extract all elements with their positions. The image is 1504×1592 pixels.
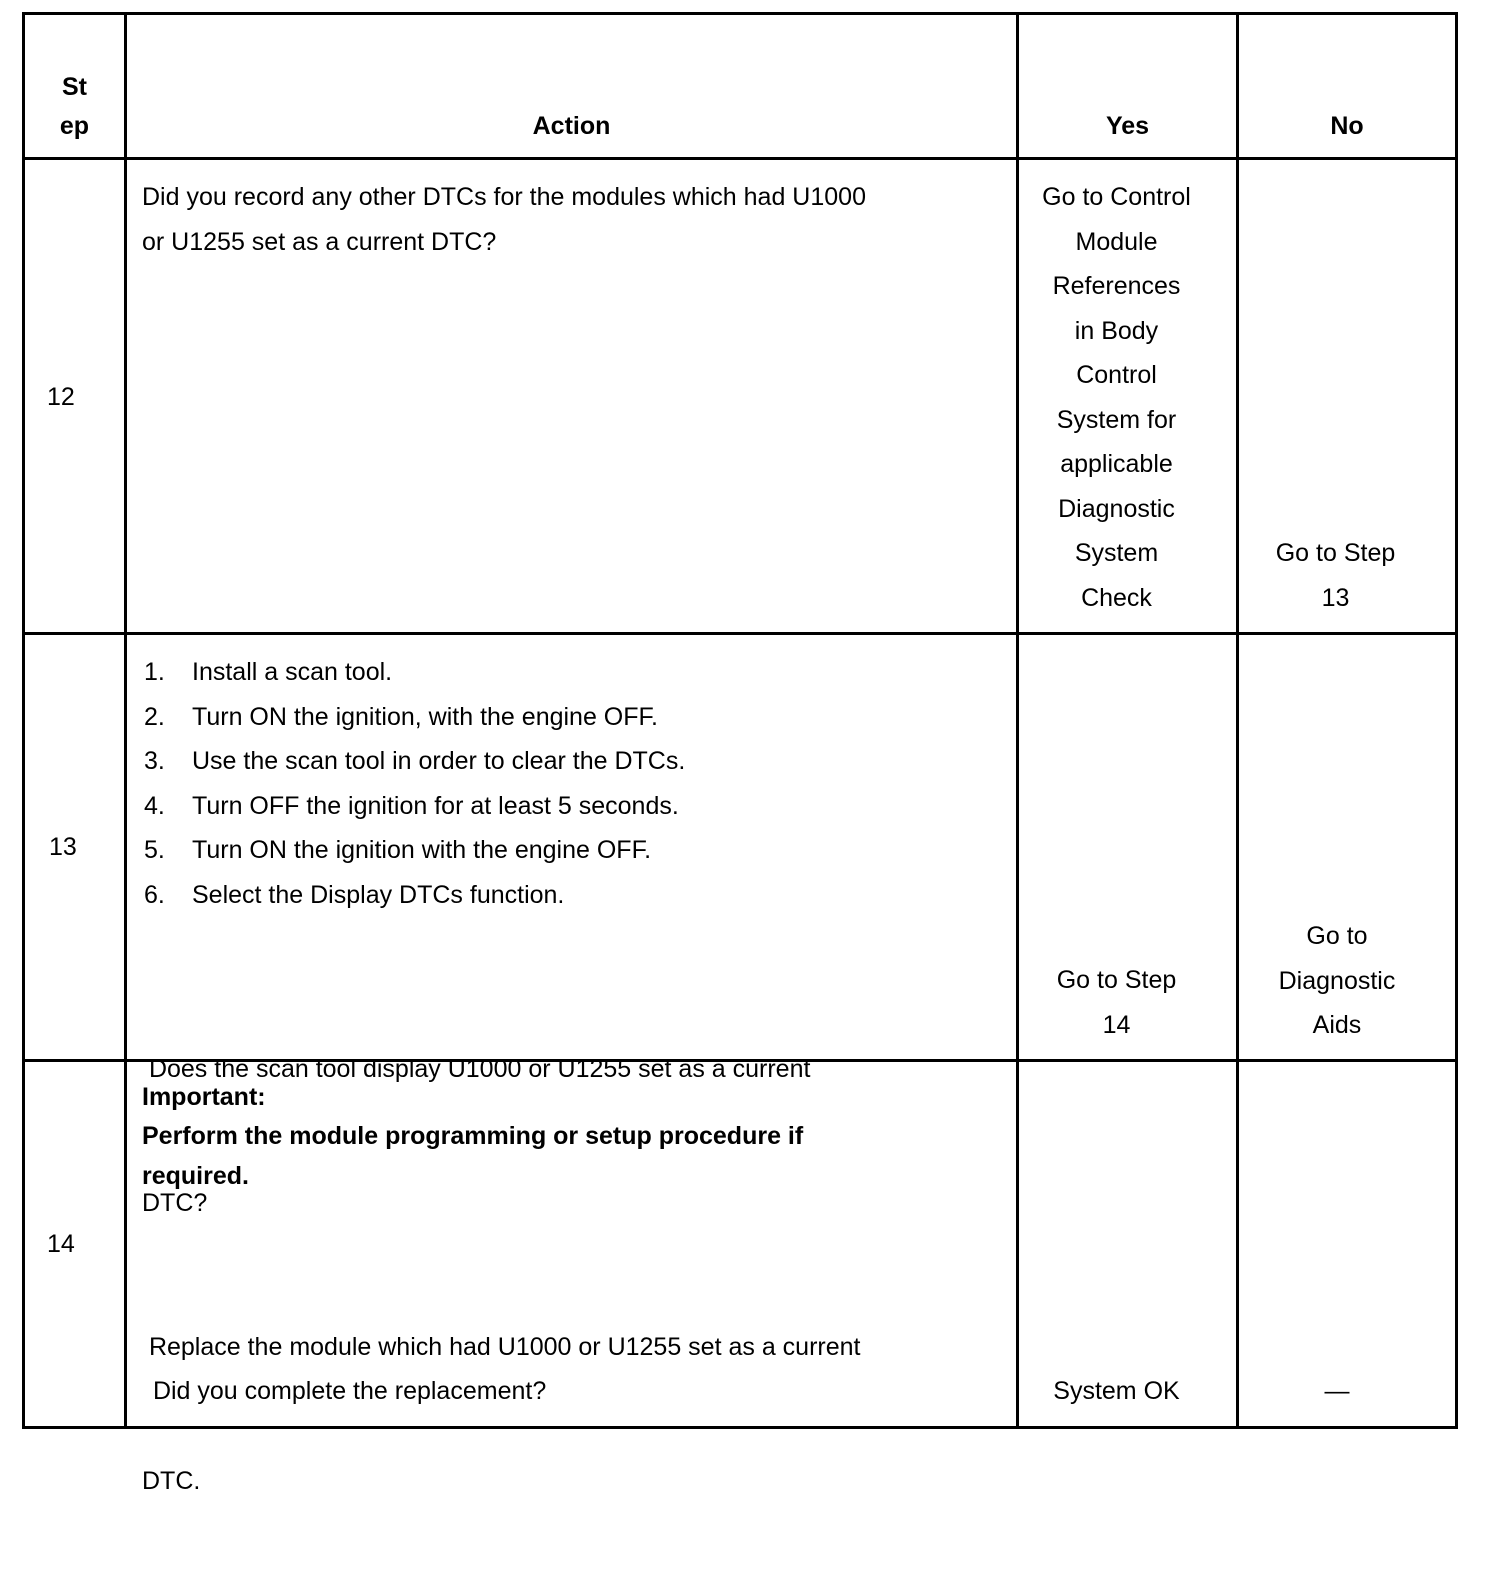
list-item-number: 2.	[144, 702, 165, 731]
header-step-line: ep	[59, 112, 90, 140]
no-result: —	[1324, 1377, 1350, 1405]
result-line: Go to Control	[1042, 183, 1191, 211]
header-no: No	[1330, 112, 1364, 140]
step-number: 12	[47, 383, 75, 411]
important-label: Important:	[142, 1083, 266, 1111]
header-divider	[22, 157, 1458, 160]
step-list	[144, 650, 1004, 917]
action-line: or U1255 set as a current DTC?	[142, 227, 497, 256]
result-line: System	[1074, 539, 1159, 567]
result-line: Diagnostic	[1278, 966, 1396, 995]
important-note	[142, 1117, 1002, 1196]
list-item-text: Select the Display DTCs function.	[192, 880, 565, 909]
table-border-left	[22, 12, 25, 1429]
result-line: Check	[1081, 583, 1152, 612]
list-item-number: 6.	[144, 880, 165, 909]
yes-result	[1019, 958, 1214, 1047]
result-line: 14	[1102, 1010, 1131, 1039]
action-steps	[144, 650, 1004, 917]
yes-result: System OK	[1053, 1377, 1180, 1405]
step-number: 13	[49, 833, 77, 861]
result-line: Control	[1076, 361, 1157, 389]
list-item-number: 5.	[144, 836, 165, 864]
action-line: DTC?	[142, 1188, 208, 1217]
action-question: Did you complete the replacement?	[146, 1377, 547, 1405]
no-result	[1239, 531, 1432, 620]
action-line: Does the scan tool display U1000 or U1255 set as a current	[142, 1055, 811, 1083]
important-line: Perform the module programming or setup procedure if	[142, 1122, 804, 1150]
list-item	[144, 873, 1004, 918]
list-item-text: Use the scan tool in order to clear the DTCs.	[192, 747, 686, 775]
header-step	[25, 68, 124, 146]
result-line: in Body	[1074, 316, 1159, 345]
result-line: Go to	[1306, 922, 1368, 950]
result-line: Aids	[1312, 1011, 1362, 1039]
list-item-text: Turn ON the ignition, with the engine OFF.	[192, 702, 658, 731]
result-line: Go to Step	[1056, 966, 1177, 994]
row-divider	[22, 632, 1458, 635]
list-item-number: 1.	[144, 658, 165, 686]
header-action: Action	[532, 112, 611, 140]
column-divider	[124, 12, 127, 1429]
list-item	[144, 695, 1004, 740]
result-line: Module	[1075, 227, 1158, 256]
step-number: 14	[47, 1230, 75, 1258]
list-item	[144, 784, 1004, 829]
list-item-number: 3.	[144, 747, 165, 775]
action-line: Did you record any other DTCs for the modules which had U1000	[142, 183, 866, 211]
header-step-line: St	[62, 73, 87, 101]
yes-result	[1019, 175, 1214, 620]
important-line: required.	[142, 1161, 249, 1190]
list-item-number: 4.	[144, 791, 165, 820]
result-line: 13	[1321, 583, 1350, 612]
list-item	[144, 650, 1004, 695]
table-border-right	[1455, 12, 1458, 1429]
result-line: applicable	[1060, 450, 1173, 478]
diagnostic-table	[22, 12, 1458, 1495]
no-result	[1239, 914, 1435, 1048]
action-line: DTC.	[142, 1466, 201, 1495]
header-yes: Yes	[1105, 112, 1150, 140]
result-line: References	[1052, 272, 1181, 300]
list-item-text: Turn OFF the ignition for at least 5 seconds.	[192, 791, 679, 820]
column-divider	[1236, 12, 1239, 1429]
list-item	[144, 739, 1004, 784]
action-text	[142, 1236, 1002, 1592]
list-item-text: Install a scan tool.	[192, 658, 393, 686]
result-line: Go to Step	[1275, 539, 1396, 567]
table-border-top	[22, 12, 1458, 15]
action-line: Replace the module which had U1000 or U1255 set as a current	[142, 1333, 861, 1361]
result-line: Diagnostic	[1058, 494, 1175, 523]
list-item	[144, 828, 1004, 873]
action-text	[142, 175, 1002, 264]
list-item-text: Turn ON the ignition with the engine OFF.	[192, 836, 652, 864]
result-line: System for	[1056, 405, 1177, 434]
